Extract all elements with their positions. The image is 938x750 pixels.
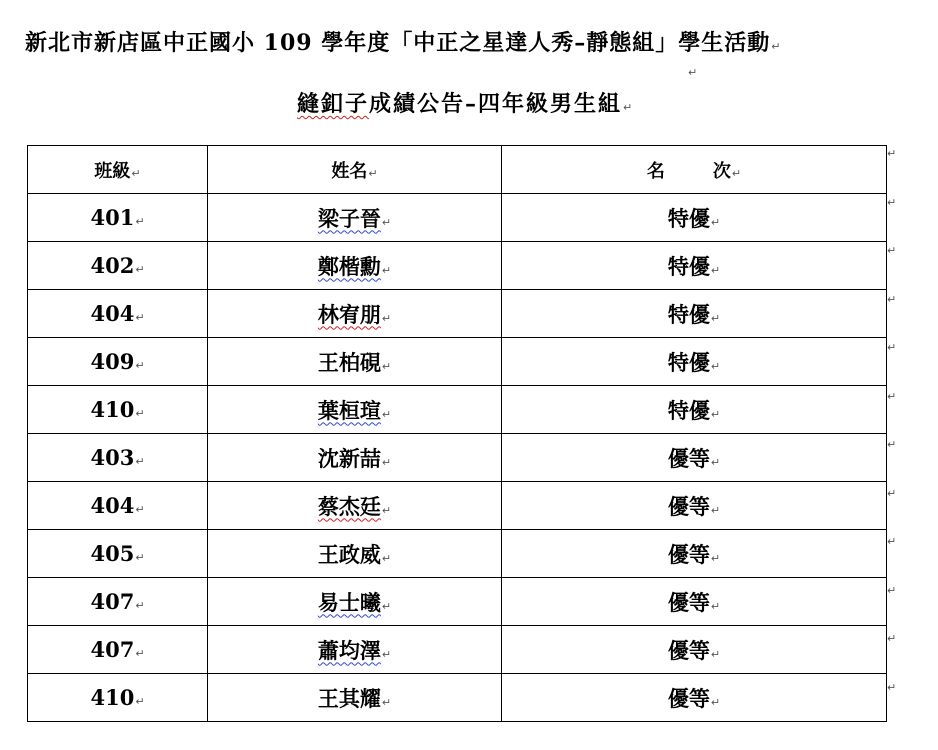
student-name: 鄭楷勳: [317, 253, 381, 279]
paragraph-mark-icon: ↵: [368, 166, 378, 180]
student-name: 葉桓瑄: [317, 397, 381, 423]
cell-name: [208, 434, 502, 482]
rank-value: 優等: [667, 445, 710, 471]
cell-name: [208, 626, 502, 674]
rank-value: 特優: [667, 301, 710, 327]
cell-class: [28, 626, 208, 674]
rank-value: 優等: [667, 685, 710, 711]
cell-rank: [502, 242, 887, 290]
table-row: [28, 194, 887, 242]
paragraph-mark-icon: ↵: [710, 599, 721, 613]
cell-name: [208, 194, 502, 242]
cell-name: [208, 578, 502, 626]
cell-class: [28, 434, 208, 482]
document-title: [25, 26, 781, 57]
cell-class: [28, 338, 208, 386]
cell-class: [28, 242, 208, 290]
paragraph-mark-icon: ↵: [710, 359, 721, 373]
paragraph-mark-icon: ↵: [135, 695, 145, 708]
paragraph-mark-icon: ↵: [381, 551, 392, 565]
paragraph-mark-icon: ↵: [887, 632, 897, 645]
paragraph-mark-icon: ↵: [381, 503, 392, 517]
paragraph-mark-icon: ↵: [381, 407, 392, 421]
cell-name: [208, 290, 502, 338]
paragraph-mark-icon: ↵: [710, 311, 721, 325]
paragraph-mark-icon: ↵: [381, 359, 392, 373]
rank-value: 優等: [667, 589, 710, 615]
paragraph-mark-icon: ↵: [135, 263, 145, 276]
paragraph-mark-icon: ↵: [623, 101, 635, 114]
table-row: [28, 242, 887, 290]
table-row: [28, 482, 887, 530]
table-row: [28, 290, 887, 338]
rank-value: 優等: [667, 493, 710, 519]
paragraph-mark-icon: ↵: [887, 535, 897, 548]
paragraph-mark-icon: ↵: [135, 503, 145, 516]
cell-name: [208, 482, 502, 530]
rank-value: 特優: [667, 397, 710, 423]
student-name: 蔡杰廷: [317, 493, 381, 519]
class-value: 410: [90, 685, 135, 710]
table-row: [28, 386, 887, 434]
paragraph-mark-icon: ↵: [381, 263, 392, 277]
header-name: [208, 146, 502, 194]
class-value: 401: [90, 205, 135, 230]
cell-rank: [502, 194, 887, 242]
paragraph-mark-icon: ↵: [381, 311, 392, 325]
paragraph-mark-icon: ↵: [710, 503, 721, 517]
cell-rank: [502, 674, 887, 722]
student-name: 蕭均澤: [317, 637, 381, 663]
cell-rank: [502, 338, 887, 386]
class-value: 407: [90, 589, 135, 614]
table-row: [28, 338, 887, 386]
cell-class: [28, 290, 208, 338]
student-name: 沈新喆: [317, 445, 381, 471]
paragraph-mark-icon: ↵: [135, 215, 145, 228]
class-value: 404: [90, 493, 135, 518]
paragraph-mark-icon: ↵: [887, 292, 897, 306]
student-name: 易士曦: [317, 589, 381, 615]
cell-rank: [502, 434, 887, 482]
rank-value: 特優: [667, 349, 710, 375]
cell-name: [208, 386, 502, 434]
paragraph-mark-icon: ↵: [135, 311, 145, 324]
paragraph-mark-icon: ↵: [887, 244, 897, 257]
document-subtitle: [297, 87, 634, 118]
header-name-label: 姓名: [331, 160, 368, 182]
cell-class: [28, 386, 208, 434]
paragraph-mark-icon: ↵: [710, 455, 721, 469]
cell-rank: [502, 290, 887, 338]
results-table: [27, 145, 887, 722]
row-end-marks: [887, 145, 901, 727]
cell-name: [208, 338, 502, 386]
table-row: [28, 578, 887, 626]
header-class: [28, 146, 208, 194]
student-name: 王柏硯: [317, 349, 381, 375]
header-rank: [502, 146, 887, 194]
paragraph-mark-icon: ↵: [135, 407, 145, 420]
cell-name: [208, 242, 502, 290]
paragraph-mark-icon: ↵: [771, 40, 782, 53]
table-header-row: [28, 146, 887, 194]
class-value: 402: [90, 253, 135, 278]
paragraph-mark-icon: ↵: [710, 263, 721, 277]
paragraph-mark-icon: ↵: [135, 647, 145, 660]
paragraph-mark-icon: ↵: [710, 215, 721, 229]
cell-rank: [502, 578, 887, 626]
rank-value: 特優: [667, 205, 710, 231]
table-row: [28, 434, 887, 482]
class-value: 410: [90, 397, 135, 422]
rank-value: 優等: [667, 541, 710, 567]
cell-class: [28, 482, 208, 530]
paragraph-mark-icon: ↵: [887, 195, 897, 209]
paragraph-mark-icon: ↵: [135, 455, 145, 468]
table-row: [28, 530, 887, 578]
cell-rank: [502, 482, 887, 530]
class-value: 403: [90, 445, 135, 470]
paragraph-mark-icon: ↵: [887, 341, 897, 354]
cell-class: [28, 674, 208, 722]
class-value: 409: [90, 349, 135, 374]
paragraph-mark-icon: ↵: [135, 599, 145, 612]
paragraph-mark-icon: ↵: [887, 389, 897, 403]
class-value: 407: [90, 637, 135, 662]
cell-class: [28, 530, 208, 578]
paragraph-mark-icon: ↵: [381, 215, 392, 229]
cell-rank: [502, 386, 887, 434]
title-line1-text: 新北市新店區中正國小 109 學年度「中正之星達人秀–靜態組」學生活動: [25, 30, 771, 56]
paragraph-mark-icon: ↵: [131, 166, 141, 180]
paragraph-mark-icon: ↵: [710, 647, 721, 661]
paragraph-mark-icon: ↵: [135, 551, 145, 564]
paragraph-mark-icon: ↵: [381, 647, 392, 661]
paragraph-mark-icon: ↵: [887, 486, 897, 500]
cell-rank: [502, 530, 887, 578]
paragraph-mark-icon: ↵: [887, 147, 897, 160]
paragraph-mark-icon: ↵: [135, 359, 145, 372]
paragraph-mark-icon: ↵: [887, 680, 897, 694]
student-name: 王政威: [317, 541, 381, 567]
class-value: 404: [90, 301, 135, 326]
paragraph-mark-icon: ↵: [710, 551, 721, 565]
cell-name: [208, 674, 502, 722]
paragraph-mark-icon: ↵: [381, 455, 392, 469]
rank-value: 特優: [667, 253, 710, 279]
header-rank-label-b: 次: [712, 160, 731, 182]
subtitle-activity-name: 縫釦子: [297, 91, 370, 117]
paragraph-mark-icon: ↵: [710, 695, 721, 709]
subtitle-text: 成績公告–四年級男生組: [369, 91, 623, 117]
cell-class: [28, 194, 208, 242]
paragraph-mark-icon: ↵: [710, 407, 721, 421]
student-name: 林宥朋: [317, 301, 381, 327]
paragraph-mark-icon: ↵: [688, 66, 698, 79]
class-value: 405: [90, 541, 135, 566]
paragraph-mark-icon: ↵: [887, 438, 897, 451]
student-name: 王其耀: [317, 685, 381, 711]
paragraph-mark-icon: ↵: [731, 166, 742, 180]
table-row: [28, 626, 887, 674]
paragraph-mark-icon: ↵: [381, 599, 392, 613]
cell-class: [28, 578, 208, 626]
header-class-label: 班級: [94, 160, 131, 182]
paragraph-mark-icon: ↵: [887, 583, 897, 597]
cell-name: [208, 530, 502, 578]
cell-rank: [502, 626, 887, 674]
rank-value: 優等: [667, 637, 710, 663]
header-rank-label-a: 名: [646, 160, 665, 182]
student-name: 梁子晉: [317, 205, 381, 231]
table-row: [28, 674, 887, 722]
paragraph-mark-icon: ↵: [381, 695, 392, 709]
